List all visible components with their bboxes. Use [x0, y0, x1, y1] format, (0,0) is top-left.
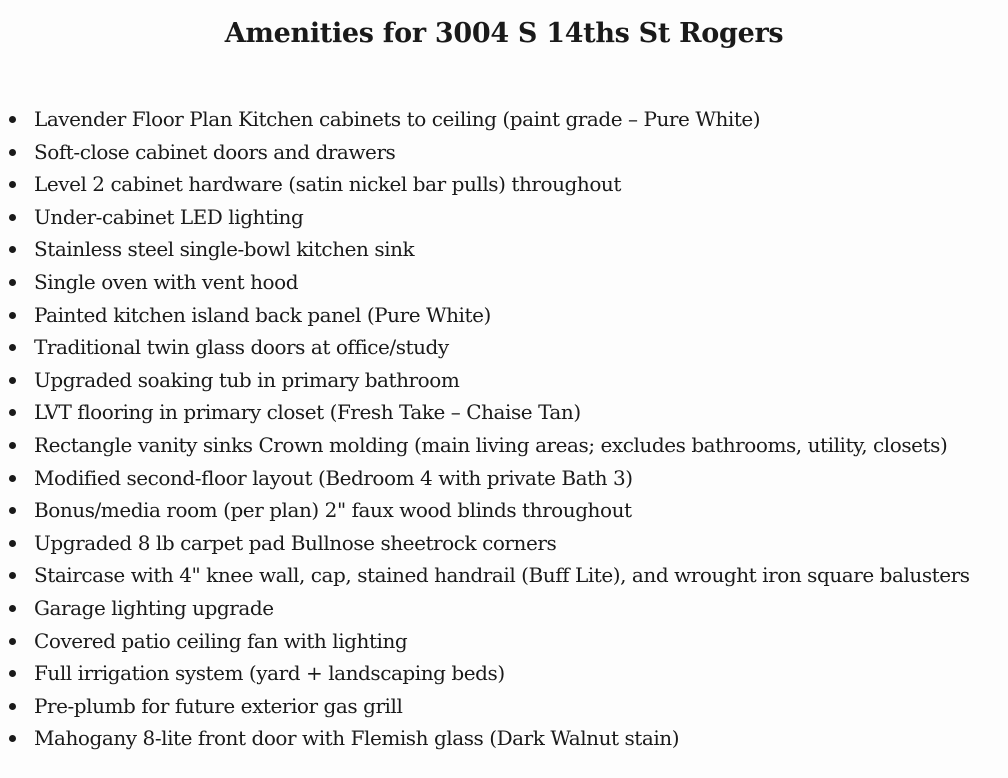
bullet-icon: [9, 735, 16, 742]
bullet-icon: [9, 116, 16, 123]
list-item: [0, 136, 970, 169]
list-item: [0, 364, 970, 397]
bullet-icon: [9, 670, 16, 677]
bullet-icon: [9, 638, 16, 645]
list-item-text: Level 2 cabinet hardware (satin nickel bar pulls) throughout: [34, 172, 621, 197]
list-item: [0, 396, 970, 429]
bullet-icon: [9, 181, 16, 188]
list-item-text: Traditional twin glass doors at office/study: [34, 335, 449, 360]
list-item-text: Mahogany 8-lite front door with Flemish glass (Dark Walnut stain): [34, 726, 680, 751]
list-item-text: Bonus/media room (per plan) 2" faux wood blinds throughout: [34, 498, 632, 523]
bullet-icon: [9, 246, 16, 253]
bullet-icon: [9, 605, 16, 612]
bullet-icon: [9, 149, 16, 156]
list-item: [0, 168, 970, 201]
list-item-text: Single oven with vent hood: [34, 269, 299, 294]
list-item: [0, 722, 970, 755]
list-item-text: Soft-close cabinet doors and drawers: [34, 139, 396, 164]
list-item: [0, 266, 970, 299]
bullet-icon: [9, 442, 16, 449]
list-item-text: Full irrigation system (yard + landscaping beds): [34, 661, 505, 686]
list-item: [0, 625, 970, 658]
list-item-text: Pre-plumb for future exterior gas grill: [34, 693, 403, 718]
list-item: [0, 690, 970, 723]
bullet-icon: [9, 540, 16, 547]
bullet-icon: [9, 572, 16, 579]
list-item: [0, 429, 970, 462]
list-item-text: LVT flooring in primary closet (Fresh Take – Chaise Tan): [34, 400, 581, 425]
bullet-icon: [9, 344, 16, 351]
list-item: [0, 103, 970, 136]
bullet-icon: [9, 377, 16, 384]
list-item: [0, 657, 970, 690]
list-item: [0, 331, 970, 364]
list-item-text: Upgraded 8 lb carpet pad Bullnose sheetrock corners: [34, 530, 557, 555]
list-item: [0, 233, 970, 266]
list-item: [0, 592, 970, 625]
list-item-text: Stainless steel single-bowl kitchen sink: [34, 237, 415, 262]
list-item: [0, 462, 970, 495]
list-item-text: Garage lighting upgrade: [34, 595, 274, 620]
list-item-text: Lavender Floor Plan Kitchen cabinets to ceiling (paint grade – Pure White): [34, 107, 761, 131]
amenities-list: [0, 103, 970, 755]
list-item: [0, 299, 970, 332]
list-item-text: Modified second-floor layout (Bedroom 4 with private Bath 3): [34, 465, 633, 490]
list-item: [0, 527, 970, 560]
list-item-text: Under-cabinet LED lighting: [34, 204, 304, 229]
list-item: [0, 494, 970, 527]
list-item-text: Covered patio ceiling fan with lighting: [34, 628, 408, 653]
bullet-icon: [9, 312, 16, 319]
document-title: Amenities for 3004 S 14ths St Rogers: [224, 18, 784, 49]
list-item-text: Rectangle vanity sinks Crown molding (main living areas; excludes bathrooms, utility, closets): [34, 432, 948, 457]
bullet-icon: [9, 475, 16, 482]
bullet-icon: [9, 507, 16, 514]
list-item: [0, 559, 970, 592]
bullet-icon: [9, 703, 16, 710]
bullet-icon: [9, 279, 16, 286]
list-item-text: Staircase with 4" knee wall, cap, stained handrail (Buff Lite), and wrought iron square balusters: [34, 563, 970, 588]
list-item: [0, 201, 970, 234]
list-item-text: Upgraded soaking tub in primary bathroom: [34, 367, 460, 392]
bullet-icon: [9, 409, 16, 416]
bullet-icon: [9, 214, 16, 221]
list-item-text: Painted kitchen island back panel (Pure White): [34, 302, 491, 327]
